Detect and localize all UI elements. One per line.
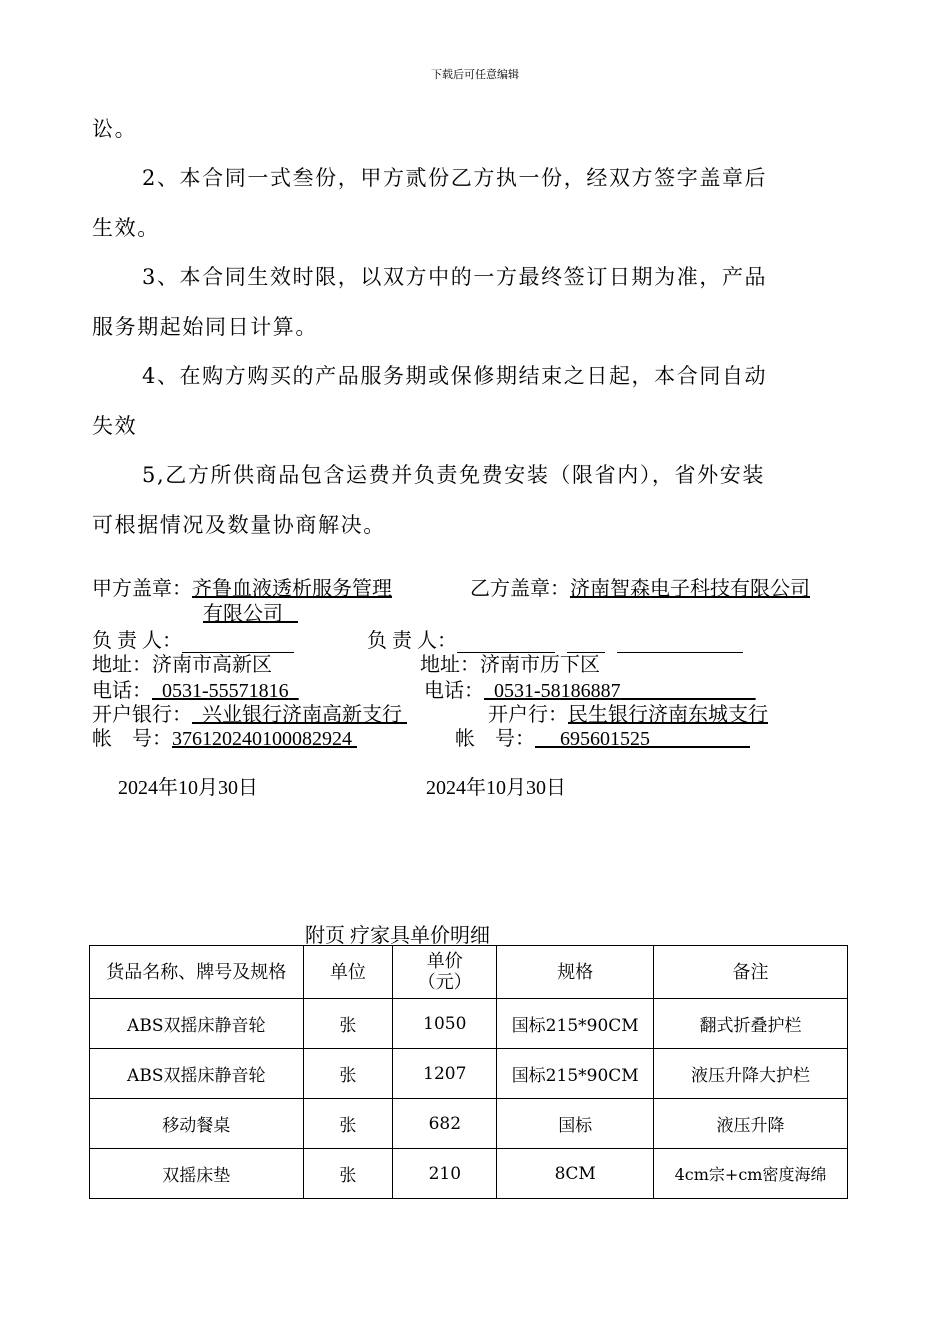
party-a-seal-value-2: 有限公司: [203, 603, 283, 625]
party-b-person-label: 负 责 人：: [367, 630, 457, 652]
table-row: [90, 1049, 848, 1099]
party-a-seal-label: 甲方盖章：: [92, 578, 192, 600]
table-caption: 附页 疗家具单价明细: [305, 925, 490, 947]
cell-name: ABS双摇床静音轮: [90, 999, 304, 1049]
cell-note: 翻式折叠护栏: [654, 999, 848, 1049]
paragraph-line: 失效: [92, 414, 138, 438]
cell-unit: 张: [303, 1099, 393, 1149]
party-b-person-blank-3[interactable]: [617, 634, 743, 653]
cell-note: 液压升降大护栏: [654, 1049, 848, 1099]
party-b-bank-label: 开户行：: [488, 704, 568, 726]
cell-unit: 张: [303, 1049, 393, 1099]
party-b-seal-label: 乙方盖章：: [470, 578, 570, 600]
cell-price: 1050: [393, 999, 497, 1049]
party-a-address-label: 地址：: [92, 654, 152, 676]
party-b-date: 2024年10月30日: [426, 777, 566, 799]
header-cell-note: 备注: [654, 946, 848, 999]
cell-unit: 张: [303, 1149, 393, 1199]
paragraph-line: 服务期起始同日计算。: [92, 315, 318, 339]
paragraph-line: 生效。: [92, 216, 160, 240]
table-row: [90, 1149, 848, 1199]
price-table: [89, 945, 848, 1199]
cell-spec: 国标: [497, 1099, 654, 1149]
paragraph-line: 3、本合同生效时限，以双方中的一方最终签订日期为准，产品: [142, 265, 768, 289]
cell-unit: 张: [303, 999, 393, 1049]
cell-spec: 国标215*90CM: [497, 1049, 654, 1099]
party-a-person-label: 负 责 人：: [92, 630, 182, 652]
party-b-seal: [470, 572, 810, 601]
cell-spec: 8CM: [497, 1149, 654, 1199]
party-b-phone-label: 电话：: [424, 680, 484, 702]
party-a-seal-value: 齐鲁血液透析服务管理: [192, 578, 392, 600]
paragraph-line: 5,乙方所供商品包含运费并负责免费安装（限省内），省外安装: [142, 463, 765, 487]
party-b-phone-value: 0531-58186887: [494, 680, 621, 702]
party-a-bank-value: 兴业银行济南高新支行: [202, 704, 402, 726]
party-a-account-label: 帐 号：: [92, 728, 172, 750]
paragraph-line: 2、本合同一式叁份，甲方贰份乙方执一份，经双方签字盖章后: [142, 166, 768, 190]
cell-name: 移动餐桌: [90, 1099, 304, 1149]
party-a-phone-value: 0531-55571816: [162, 680, 289, 702]
party-a-bank-label: 开户银行：: [92, 704, 192, 726]
cell-name: ABS双摇床静音轮: [90, 1049, 304, 1099]
paragraph-line: 讼。: [92, 117, 138, 141]
party-a-seal-cont: [203, 597, 298, 626]
party-a-date: 2024年10月30日: [118, 777, 258, 799]
table-row: [90, 1099, 848, 1149]
party-b-account-label: 帐 号：: [455, 728, 535, 750]
party-b-address-value: 济南市历下区: [480, 654, 600, 676]
cell-note: 4cm宗+cm密度海绵: [654, 1149, 848, 1199]
party-a-account: [92, 722, 357, 751]
cell-price: 210: [393, 1149, 497, 1199]
party-b-account: [455, 722, 750, 751]
party-b-bank-value: 民生银行济南东城支行: [568, 704, 768, 726]
page-header: 下载后可任意编辑: [431, 68, 519, 81]
cell-name: 双摇床垫: [90, 1149, 304, 1199]
party-b-account-value: 695601525: [560, 728, 650, 750]
party-b-address: [420, 648, 600, 677]
cell-spec: 国标215*90CM: [497, 999, 654, 1049]
header-cell-spec: 规格: [497, 946, 654, 999]
party-b-address-label: 地址：: [420, 654, 480, 676]
cell-price: 1207: [393, 1049, 497, 1099]
cell-note: 液压升降: [654, 1099, 848, 1149]
header-cell-unit: 单位: [303, 946, 393, 999]
party-a-phone-label: 电话：: [92, 680, 152, 702]
party-a-address-value: 济南市高新区: [152, 654, 272, 676]
party-a-address: [92, 648, 272, 677]
paragraph-line: 4、在购方购买的产品服务期或保修期结束之日起，本合同自动: [142, 364, 768, 388]
header-cell-price: 单价（元）: [393, 946, 497, 999]
paragraph-line: 可根据情况及数量协商解决。: [92, 513, 386, 537]
table-row: [90, 999, 848, 1049]
table-header-row: [90, 946, 848, 999]
party-a-account-value: 376120240100082924: [172, 728, 352, 750]
cell-price: 682: [393, 1099, 497, 1149]
header-cell-name: 货品名称、牌号及规格: [90, 946, 304, 999]
party-b-seal-value: 济南智森电子科技有限公司: [570, 578, 810, 600]
